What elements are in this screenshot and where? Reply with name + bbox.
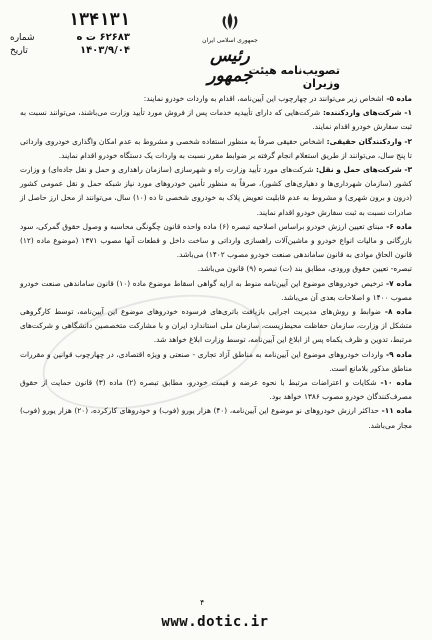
paragraph-text: حداکثر ارزش خودروهای نو موضوع این آیین‌نامه، (۴۰) هزار یورو (فوب) و خودروهای کارکرده، (۲۰) هزار یورو (فوب) مجاز می‌باشد. <box>20 406 412 430</box>
article-heading: ۱- شرکت‌های واردکننده: <box>320 108 413 118</box>
paragraph <box>20 404 412 432</box>
article-heading: ماده ۶- <box>383 221 413 231</box>
republic-label: جمهوری اسلامی ایران <box>202 37 258 44</box>
paragraph <box>20 305 412 348</box>
paragraph <box>20 277 412 305</box>
number-row <box>10 32 130 43</box>
paragraph-text: اشخاص زیر می‌توانند در چهارچوب این آیین‌نامه، اقدام به واردات خودرو نمایند: <box>143 94 384 103</box>
president-title: رئیس جمهور <box>207 46 253 86</box>
paragraph <box>20 376 412 404</box>
article-heading: ماده ۵- <box>383 94 412 103</box>
number-value: ۶۲۶۸۳ ت ه <box>76 32 130 43</box>
document-body <box>20 92 412 433</box>
paragraph-text: ترخیص خودروهای موضوع این آیین‌نامه منوط به ارایه گواهی اسقاط موضوع ماده (۱۰) قانون ساماندهی صنعت خودرو مصوب ۱۴۰۰ و اصلاحات بعدی آن می‌باشد. <box>20 278 412 302</box>
article-heading: ماده ۹- <box>383 349 413 359</box>
paragraph <box>20 262 412 276</box>
date-row <box>10 45 130 56</box>
watermark-url: www.dotic.ir <box>161 614 269 630</box>
paragraph <box>20 92 412 106</box>
paragraph-text: ضوابط و روش‌های مدیریت اجرایی بازیافت باتری‌های فرسوده خودروهای موضوع این آیین‌نامه، توسط کارگروهی متشکل از وزارت، سازمان حفاظت محیط‌زیست، سازمان ملی استاندارد ایران و با مشارکت متخصصین دانشگاهی و شرکت‌های مرتبط، تدوین و ظرف یکماه پس از ابلاغ این آیین‌نامه، توسط وزارت ابلاغ خواهد شد. <box>20 307 412 345</box>
paragraph <box>20 348 412 376</box>
decree-subtitle: تصویب‌نامه هیئت وزیران <box>248 64 340 90</box>
paragraph <box>20 106 412 134</box>
date-label: تاریخ <box>10 45 28 56</box>
paragraph-text: واردات خودروهای موضوع این آیین‌نامه به مناطق آزاد تجاری - صنعتی و ویژه اقتصادی، در چهارچوب قوانین و مقررات مناطق مذکور بلامانع است. <box>20 349 412 373</box>
article-heading: ماده ۱۱- <box>378 406 413 416</box>
paragraph-text: شرکت‌های مورد تأیید وزارت راه و شهرسازی (سازمان راهداری و حمل و نقل جاده‌ای) و وزارت کشور (سازمان شهرداری‌ها و دهیاری‌های کشور)، صرفاً به منظور تأمین خودروهای مورد نیاز شبکه حمل و نقل عمومی کشور (درون و برون شهری) و مشروط به عدم قابلیت تعویض پلاک به خودروی شخصی تا ده (۱۰) سال، می‌توانند از محل ارز حاصل از صادرات نسبت به ثبت سفارش خودرو اقدام نمایند. <box>20 165 412 217</box>
article-heading: ماده ۱۰- <box>376 378 413 388</box>
paragraph-text: مبنای تعیین ارزش خودرو براساس اصلاحیه تبصره (۶) ماده واحده قانون چگونگی محاسبه و وصول حقوق گمرکی، سود بازرگانی و مالیات انواع خودرو و ماشین‌آلات راهسازی وارداتی و ساخت داخل و قطعات آنها مصوب ۱۳۷۱ (موضوع ماده (۱۲) قانون الحاق موادی به قانون ساماندهی صنعت خودرو مصوب ۱۴۰۲) می‌باشد. <box>20 221 412 260</box>
number-label: شماره <box>10 32 35 43</box>
article-heading: ۲- واردکنندگان حقیقی: <box>324 136 413 146</box>
paragraph <box>20 135 412 163</box>
paragraph-text: شکایات و اعتراضات مرتبط با نحوه عرضه و قیمت خودرو، مطابق تبصره (۲) ماده (۳) قانون حمایت از حقوق مصرف‌کنندگان خودرو مصوب ۱۳۸۶ خواهد بود. <box>20 378 412 402</box>
page-number: ۴ <box>200 598 205 607</box>
article-heading: ماده ۸- <box>380 307 412 317</box>
iran-emblem-icon <box>219 12 241 32</box>
article-heading: ماده ۷- <box>383 278 412 288</box>
letter-number: ۱۳۴۱۳۱ <box>68 10 130 30</box>
paragraph <box>20 163 412 220</box>
paragraph <box>20 220 412 263</box>
header-meta <box>10 10 130 56</box>
paragraph-text: تبصره- تعیین حقوق ورودی، مطابق بند (ت) تبصره (۹) قانون می‌باشد. <box>197 264 412 274</box>
article-heading: ۳- شرکت‌های حمل و نقل: <box>313 165 412 175</box>
paragraph-text: اشخاص حقیقی صرفاً به منظور استفاده شخصی و مشروط به عدم امکان واگذاری خودروی وارداتی تا پنج سال، می‌توانند از طریق استعلام انجام گرفته بر ضوابط مقرر نسبت به واردات یک دستگاه خودرو اقدام نمایند. <box>20 136 412 160</box>
date-value: ۱۴۰۳/۹/۰۴ <box>79 45 130 56</box>
paragraph-text: شرکت‌هایی که دارای تأییدیه خدمات پس از فروش مورد تأیید وزارت می‌باشند، می‌توانند نسبت به ثبت سفارش خودرو اقدام نمایند. <box>20 108 412 132</box>
